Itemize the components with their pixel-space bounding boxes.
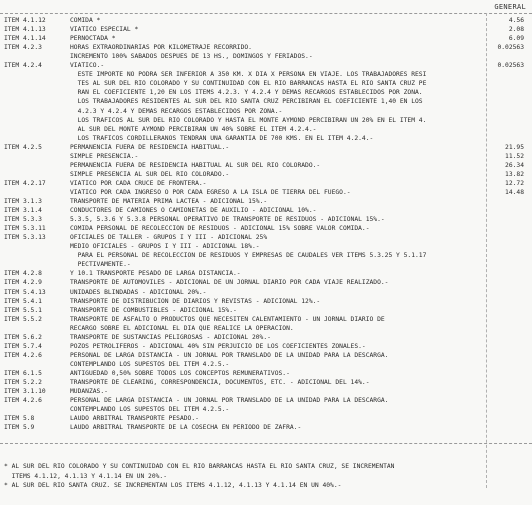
item-description: TRANSPORTE DE COMBUSTIBLES - ADICIONAL 15%.- xyxy=(70,306,237,314)
item-row xyxy=(0,387,532,396)
item-description: LOS TRABAJADORES RESIDENTES AL SUR DEL RIO SANTA CRUZ PERCIBIRAN EL COEFICIENTE 1,40 EN LOS xyxy=(70,98,423,106)
item-row xyxy=(0,423,532,432)
item-description: CONTEMPLANDO LOS SUPESTOS DEL ITEM 4.2.5.- xyxy=(70,406,230,414)
item-code: ITEM 5.4.1 xyxy=(4,297,42,305)
item-description: INCREMENTO 100% SABADOS DESPUES DE 13 HS., DOMINGOS Y FERIADOS.- xyxy=(70,53,313,61)
item-description: LOS TRAFICOS CORDILLERANOS TENDRAN UNA GARANTIA DE 700 KMS. EN EL ITEM 4.2.4.- xyxy=(70,134,374,142)
item-description: OFICIALES DE TALLER - GRUPOS I Y III - ADICIONAL 25% xyxy=(70,234,268,242)
item-row xyxy=(0,278,532,287)
item-value: 0.02563 xyxy=(497,62,524,70)
item-description: SIMPLE PRESENCIA.- xyxy=(70,152,139,160)
column-header-general: GENERAL xyxy=(494,3,526,11)
item-value: 0.02563 xyxy=(497,44,524,52)
item-row xyxy=(0,88,532,97)
item-code: ITEM 4.2.6 xyxy=(4,397,42,405)
item-code: ITEM 5.3.11 xyxy=(4,225,46,233)
item-description: PERMANENCIA FUERA DE RESIDENCIA HABITUAL AL SUR DEL RIO COLORADO.- xyxy=(70,161,321,169)
item-row xyxy=(0,333,532,342)
item-code: ITEM 5.5.2 xyxy=(4,315,42,323)
item-row xyxy=(0,79,532,88)
item-description: RECARGO SOBRE EL ADICIONAL EL DIA QUE REALICE LA OPERACION. xyxy=(70,324,294,332)
item-description: CONTEMPLANDO LOS SUPESTOS DEL ITEM 4.2.5.- xyxy=(70,360,230,368)
item-row xyxy=(0,52,532,61)
item-code: ITEM 5.9 xyxy=(4,424,35,432)
item-description: TRANSPORTE DE MATERIA PRIMA LACTEA - ADICIONAL 15%.- xyxy=(70,198,268,205)
item-row xyxy=(0,251,532,260)
item-row xyxy=(0,215,532,224)
item-description: PERMANENCIA FUERA DE RESIDENCIA HABITUAL.- xyxy=(70,143,230,151)
item-row xyxy=(0,378,532,387)
item-value: 13.82 xyxy=(505,170,524,178)
footnote-rule xyxy=(0,443,532,444)
item-row xyxy=(0,315,532,324)
item-description: TRANSPORTE DE DISTRIBUCION DE DIARIOS Y REVISTAS - ADICIONAL 12%.- xyxy=(70,297,321,305)
item-code: ITEM 5.5.1 xyxy=(4,306,42,314)
item-value: 2.08 xyxy=(508,26,524,34)
item-description: UNIDADES BLINDADAS - ADICIONAL 20%.- xyxy=(70,288,207,296)
item-row xyxy=(0,360,532,369)
item-code: ITEM 5.3.13 xyxy=(4,234,46,242)
item-row xyxy=(0,34,532,43)
item-row xyxy=(0,405,532,414)
item-description: VIATICO.- xyxy=(70,62,105,70)
item-code: ITEM 4.2.5 xyxy=(4,143,42,151)
item-value: 6.09 xyxy=(508,35,524,43)
item-row xyxy=(0,43,532,52)
item-code: ITEM 4.2.8 xyxy=(4,270,42,278)
item-row xyxy=(0,351,532,360)
item-row xyxy=(0,342,532,351)
item-description: TRANSPORTE DE ASFALTO O PRODUCTOS QUE NECESITEN CALENTAMIENTO - UN JORNAL DIARIO DE xyxy=(70,315,385,323)
item-description: 4.2.3 Y 4.2.4 Y DEMAS RECARGOS ESTABLECIDOS POR ZONA.- xyxy=(70,107,283,115)
item-row xyxy=(0,306,532,315)
item-description: COMIDA PERSONAL DE RECOLECCION DE RESIDUOS - ADICIONAL 15% SOBRE VALOR COMIDA.- xyxy=(70,225,370,233)
item-row xyxy=(0,188,532,197)
item-description: VIATICO ESPECIAL * xyxy=(70,26,139,34)
item-row xyxy=(0,116,532,125)
item-code: ITEM 5.3.3 xyxy=(4,216,42,224)
item-description: PERSONAL DE LARGA DISTANCIA - UN JORNAL POR TRANSLADO DE LA UNIDAD PARA LA DESCARGA. xyxy=(70,397,389,405)
item-description: Y 10.1 TRANSPORTE PESADO DE LARGA DISTANCIA.- xyxy=(70,270,241,278)
item-row xyxy=(0,206,532,215)
item-description: HORAS EXTRAORDINARIAS POR KILOMETRAJE RECORRIDO. xyxy=(70,44,252,52)
item-code: ITEM 5.8 xyxy=(4,415,35,423)
item-description: 5.3.5, 5.3.6 Y 5.3.8 PERSONAL OPERATIVO DE TRANSPORTE DE RESIDUOS - ADICIONAL 15%.- xyxy=(70,216,385,224)
item-row xyxy=(0,242,532,251)
item-value: 11.52 xyxy=(505,152,524,160)
item-description: TRANSPORTE DE CLEARING, CORRESPONDENCIA, DOCUMENTOS, ETC. - ADICIONAL DEL 14%.- xyxy=(70,379,370,386)
item-description: LAUDO ARBITRAL TRANSPORTE DE LA COSECHA EN PERIODO DE ZAFRA.- xyxy=(70,424,302,432)
item-description: AL SUR DEL MONTE AYMOND PERCIBIRAN UN 40% SOBRE EL ITEM 4.2.4.- xyxy=(70,125,317,133)
item-description: PERSONAL DE LARGA DISTANCIA - UN JORNAL POR TRANSLADO DE LA UNIDAD PARA LA DESCARGA. xyxy=(70,351,389,359)
item-row xyxy=(0,70,532,79)
item-description: PERNOCTADA * xyxy=(70,35,116,43)
item-row xyxy=(0,16,532,25)
item-description: CONDUCTORES DE CAMIONES O CAMIONETAS DE AUXILIO - ADICIONAL 10%.- xyxy=(70,207,317,215)
item-code: ITEM 5.6.2 xyxy=(4,333,42,341)
item-code: ITEM 3.1.10 xyxy=(4,388,46,396)
item-row xyxy=(0,224,532,233)
item-value: 21.95 xyxy=(505,143,524,151)
item-description: ANTIGUEDAD 0,50% SOBRE TODOS LOS CONCEPTOS REMUNERATIVOS.- xyxy=(70,369,290,377)
item-row xyxy=(0,269,532,278)
item-code: ITEM 4.2.4 xyxy=(4,62,42,70)
item-row xyxy=(0,25,532,34)
item-description: LAUDO ARBITRAL TRANSPORTE PESADO.- xyxy=(70,415,199,423)
item-row xyxy=(0,369,532,378)
top-rule xyxy=(0,13,532,14)
item-row xyxy=(0,297,532,306)
item-row xyxy=(0,170,532,179)
item-row xyxy=(0,134,532,143)
item-value: 4.56 xyxy=(508,17,524,24)
item-row xyxy=(0,125,532,134)
item-description: MUDANZAS.- xyxy=(70,388,108,396)
item-description: SIMPLE PRESENCIA AL SUR DEL RIO COLORADO.- xyxy=(70,170,230,178)
item-code: ITEM 4.2.9 xyxy=(4,279,42,287)
item-code: ITEM 5.4.13 xyxy=(4,288,46,296)
item-value: 12.72 xyxy=(505,179,524,187)
item-description: TRANSPORTE DE AUTOMOVILES - ADICIONAL DE UN JORNAL DIARIO POR CADA VIAJE REALIZADO.- xyxy=(70,279,389,287)
item-row xyxy=(0,152,532,161)
item-row xyxy=(0,61,532,70)
item-code: ITEM 4.1.12 xyxy=(4,17,46,24)
item-code: ITEM 3.1.4 xyxy=(4,207,42,215)
item-code: ITEM 6.1.5 xyxy=(4,369,42,377)
item-code: ITEM 4.1.14 xyxy=(4,35,46,43)
item-code: ITEM 5.2.2 xyxy=(4,379,42,386)
item-code: ITEM 4.2.3 xyxy=(4,44,42,52)
item-row xyxy=(0,288,532,297)
item-row xyxy=(0,260,532,269)
footnote-line: * AL SUR DEL RIO COLORADO Y SU CONTINUIDAD CON EL RIO BARRANCAS HASTA EL RIO SANTA CRUZ, SE INCREMENTAN xyxy=(4,463,395,470)
item-row xyxy=(0,396,532,405)
item-code: ITEM 4.2.6 xyxy=(4,351,42,359)
item-description: VIATICO POR CADA CRUCE DE FRONTERA.- xyxy=(70,179,207,187)
item-description: VIATICO POR CADA INGRESO O POR CADA EGRESO A LA ISLA DE TIERRA DEL FUEGO.- xyxy=(70,188,351,196)
item-code: ITEM 4.2.17 xyxy=(4,179,46,187)
item-row xyxy=(0,324,532,333)
item-row xyxy=(0,233,532,242)
item-description: POZOS PETROLIFEROS - ADICIONAL 40% SIN PERJUICIO DE LOS COEFICIENTES ZONALES.- xyxy=(70,342,366,350)
footnote-line: * AL SUR DEL RIO SANTA CRUZ. SE INCREMENTAN LOS ITEMS 4.1.12, 4.1.13 Y 4.1.14 EN UN 40%.- xyxy=(4,482,342,489)
item-row xyxy=(0,107,532,116)
item-row xyxy=(0,179,532,188)
item-description: COMIDA * xyxy=(70,17,101,24)
item-row xyxy=(0,414,532,423)
item-description: ESTE IMPORTE NO PODRA SER INFERIOR A 350 KM. X DIA X PERSONA EN VIAJE. LOS TRABAJADORES RESI xyxy=(70,71,427,79)
item-description: MEDIO OFICIALES - GRUPOS I Y III - ADICIONAL 18%.- xyxy=(70,243,260,251)
item-row xyxy=(0,197,532,206)
item-row xyxy=(0,161,532,170)
item-code: ITEM 5.7.4 xyxy=(4,342,42,350)
item-description: LOS TRAFICOS AL SUR DEL RIO COLORADO Y HASTA EL MONTE AYMOND PERCIBIRAN UN 20% EN EL ITEM 4. xyxy=(70,116,427,124)
item-code: ITEM 3.1.3 xyxy=(4,198,42,205)
item-row xyxy=(0,143,532,152)
item-value: 26.34 xyxy=(505,161,524,169)
item-code: ITEM 4.1.13 xyxy=(4,26,46,34)
item-description: TES AL SUR DEL RIO COLORADO Y SU CONTINUIDAD CON EL RIO BARRANCAS HASTA EL RIO SANTA CRUZ PE xyxy=(70,80,427,88)
item-row xyxy=(0,97,532,106)
item-description: RAN EL COEFICIENTE 1,20 EN LOS ITEMS 4.2.3. Y 4.2.4 Y DEMAS RECARGOS ESTABLECIDOS POR ZONA. xyxy=(70,89,423,97)
footnote-line: ITEMS 4.1.12, 4.1.13 Y 4.1.14 EN UN 20%.- xyxy=(4,472,168,480)
item-description: TRANSPORTE DE SUSTANCIAS PELIGROSAS - ADICIONAL 20%.- xyxy=(70,333,271,341)
item-description: PECTIVAMENTE.- xyxy=(70,261,131,269)
item-value: 14.48 xyxy=(505,188,524,196)
item-description: PARA EL PERSONAL DE RECOLECCION DE RESIDUOS Y EMPRESAS DE CAUDALES VER ITEMS 5.3.25 Y 5.1.17 xyxy=(70,252,427,260)
